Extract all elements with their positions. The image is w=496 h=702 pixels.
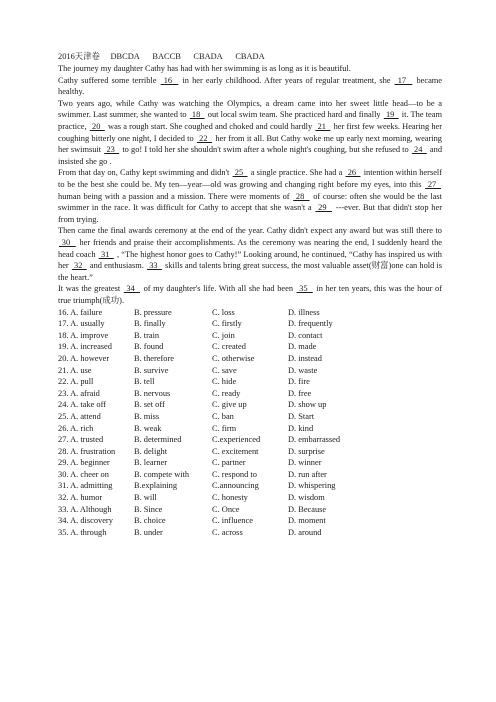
option-a: 33. A. Although (58, 504, 112, 514)
option-b: B. choice (134, 516, 166, 526)
option-c: C. give up (212, 400, 247, 410)
option-a: 25. A. attend (58, 411, 101, 421)
option-c: C. across (212, 527, 243, 537)
option-d: D. show up (288, 400, 327, 410)
option-a: 32. A. humor (58, 493, 103, 503)
blank-18: 18 (189, 110, 205, 120)
option-d: D. waste (288, 365, 318, 375)
passage-paragraph (58, 225, 442, 283)
option-c: C. join (212, 330, 235, 340)
passage-paragraph (58, 167, 442, 225)
option-d: D. illness (288, 307, 320, 317)
question-options-row (58, 318, 442, 330)
blank-20: 20 (89, 122, 105, 132)
blank-27: 27 (425, 180, 442, 190)
option-d: D. winner (288, 458, 322, 468)
option-d: D. contact (288, 330, 323, 340)
blank-26: 26 (345, 168, 361, 178)
option-d: D. instead (288, 353, 322, 363)
option-a: 29. A. beginner (58, 458, 110, 468)
blank-17: 17 (394, 75, 413, 85)
passage-text: to go! I told her she shouldn't swim after a whole night's coughing, but she refused to (120, 145, 411, 155)
exam-title: 2016天津卷 (58, 52, 100, 61)
option-c: C.experienced (212, 435, 261, 445)
option-a: 17. A. usually (58, 319, 105, 329)
question-options-row (58, 469, 442, 481)
passage-text: her first few weeks. Hearing her coughing bitterly one night, I decided to (58, 122, 443, 143)
option-d: D. fire (288, 377, 310, 387)
question-options-row (58, 341, 442, 353)
passage-text: Two years ago, while Cathy was watching the Olympics, a dream came into her sweet little head—to be a swimmer. Last summer, she wanted to (58, 98, 442, 120)
blank-34: 34 (123, 284, 140, 294)
passage-text: of my daughter's life. With all she had been (140, 284, 296, 294)
passage-text: and insisted she go . (58, 145, 443, 166)
question-options-row (58, 353, 442, 365)
passage-text: out local swim team. She practiced hard and finally (205, 110, 383, 120)
passage-text: It was the greatest (58, 284, 123, 294)
blank-24: 24 (411, 145, 427, 155)
passage-paragraph (58, 283, 442, 306)
option-a: 16. A. failure (58, 307, 103, 317)
option-c: C. Once (212, 504, 240, 514)
passage-text: a single practice. She had a (248, 168, 345, 178)
passage-text: The journey my daughter Cathy has had with her swimming is as long as it is beautiful. (58, 64, 351, 74)
option-a: 19. A. increased (58, 342, 112, 352)
option-c: C. ready (212, 388, 241, 398)
option-c: C. loss (212, 307, 235, 317)
option-b: B. delight (134, 446, 168, 456)
option-d: D. surprise (288, 446, 325, 456)
option-a: 23. A. afraid (58, 388, 100, 398)
blank-28: 28 (293, 191, 310, 201)
option-d: D. made (288, 342, 317, 352)
passage-text: intention within herself to be the best she could be. My ten—year—old was growing and changing right before my eyes, into this (58, 168, 443, 190)
question-options-row (58, 480, 442, 492)
passage-text: Cathy suffered some terrible (58, 75, 160, 85)
option-c: C. honesty (212, 493, 248, 503)
option-b: B.explaining (134, 481, 178, 491)
blank-25: 25 (232, 168, 248, 178)
option-a: 28. A. frustration (58, 446, 116, 456)
passage-text: her from it all. But Cathy woke me up early next morning, wearing her swimsuit (58, 133, 442, 155)
option-d: D. kind (288, 423, 314, 433)
blank-29: 29 (315, 203, 333, 213)
passage-text: ---ever. But that didn't stop her from trying. (58, 203, 443, 224)
question-options-row (58, 434, 442, 446)
option-a: 24. A. take off (58, 400, 106, 410)
option-b: B. miss (134, 411, 160, 421)
passage-text: became healthy. (58, 75, 443, 97)
blank-31: 31 (98, 249, 114, 259)
passage-paragraph (58, 98, 442, 168)
option-a: 35. A. through (58, 527, 107, 537)
passage-text: , “The highest honor goes to Cathy!” Looking around, he continued, “Cathy has inspired us with her (58, 249, 442, 271)
option-b: B. pressure (134, 307, 172, 317)
passage-text: of course: often she would be the last swimmer in the race. It was difficult for Cathy to accept that she wasn't a (58, 191, 442, 213)
option-d: D. embarrassed (288, 435, 341, 445)
option-b: B. survive (134, 365, 169, 375)
option-b: B. found (134, 342, 164, 352)
question-options-row (58, 365, 442, 377)
passage-text: her friends and praise their accomplishments. As the ceremony was nearing the end, I suddenly heard the head coach (58, 238, 442, 259)
blank-32: 32 (71, 261, 87, 271)
question-options-row (58, 515, 442, 527)
passage-text: was a rough start. She coughed and choked and could hardly (105, 122, 315, 132)
passage-text: in her early childhood. After years of regular treatment, she (179, 75, 394, 85)
option-d: D. moment (288, 516, 326, 526)
passage (58, 63, 442, 306)
option-c: C. save (212, 365, 237, 375)
option-d: D. whispering (288, 481, 336, 491)
option-b: B. set off (134, 400, 165, 410)
question-options-row (58, 399, 442, 411)
passage-text: it. The team practice, (58, 110, 443, 132)
question-options-row (58, 457, 442, 469)
option-b: B. train (134, 330, 160, 340)
blank-30: 30 (59, 238, 76, 247)
option-c: C. respond to (212, 469, 257, 479)
blank-33: 33 (147, 261, 162, 271)
option-c: C.announcing (212, 481, 259, 491)
question-options-row (58, 330, 442, 342)
option-d: D. run after (288, 469, 327, 479)
option-b: B. finally (134, 319, 166, 329)
option-c: C. firstly (212, 319, 242, 329)
option-c: C. influence (212, 516, 253, 526)
blank-23: 23 (104, 145, 120, 155)
question-options-row (58, 388, 442, 400)
option-c: C. excitement (212, 446, 259, 456)
blank-22: 22 (196, 133, 213, 143)
blank-35: 35 (296, 284, 313, 294)
option-c: C. firm (212, 423, 237, 433)
passage-text: in her ten years, this was the hour of true triumph(成功). (58, 284, 443, 305)
answer-key-2: BACCB (152, 52, 181, 61)
question-options-row (58, 446, 442, 458)
option-b: B. tell (134, 377, 155, 387)
question-options-row (58, 504, 442, 516)
answer-key-3: CBADA (193, 52, 223, 61)
option-a: 22. A. pull (58, 377, 94, 387)
passage-text: human being with a passion and a mission. There were moments of (58, 191, 293, 201)
passage-paragraph (58, 75, 442, 98)
answer-options (58, 307, 442, 539)
option-b: B. determined (134, 435, 182, 445)
question-options-row (58, 411, 442, 423)
option-a: 20. A. however (58, 353, 110, 363)
option-d: D. frequently (288, 319, 333, 329)
passage-text: From that day on, Cathy kept swimming and didn't (58, 168, 232, 178)
option-b: B. therefore (134, 353, 174, 363)
question-options-row (58, 527, 442, 539)
answer-key-header (58, 51, 442, 63)
option-a: 31. A. admitting (58, 481, 113, 491)
question-options-row (58, 492, 442, 504)
question-options-row (58, 423, 442, 435)
blank-19: 19 (383, 110, 399, 120)
passage-text: Then came the final awards ceremony at the end of the year. Cathy didn't expect any award but was still there to (58, 226, 442, 236)
passage-text: and enthusiasm. (87, 261, 147, 271)
option-c: C. ban (212, 411, 234, 421)
option-c: C. otherwise (212, 353, 255, 363)
option-d: D. wisdom (288, 493, 325, 503)
option-b: B. weak (134, 423, 162, 433)
option-c: C. hide (212, 377, 237, 387)
option-b: B. nervous (134, 388, 171, 398)
passage-text: skills and talents bring great success, the most valuable asset(财富)one can hold is the heart.” (58, 261, 443, 282)
option-a: 26. A. rich (58, 423, 94, 433)
passage-paragraph (58, 63, 442, 75)
option-d: D. Start (288, 411, 315, 421)
blank-16: 16 (160, 75, 179, 85)
option-b: B. compete with (134, 469, 190, 479)
question-options-row (58, 376, 442, 388)
exam-document (58, 51, 442, 538)
question-options-row (58, 307, 442, 319)
option-b: B. learner (134, 458, 168, 468)
option-a: 21. A. use (58, 365, 92, 375)
answer-key-1: DBCDA (110, 52, 140, 61)
option-b: B. will (134, 493, 157, 503)
option-a: 27. A. trusted (58, 435, 104, 445)
option-b: B. Since (134, 504, 163, 514)
option-a: 30. A. cheer on (58, 469, 109, 479)
option-b: B. under (134, 527, 163, 537)
option-a: 34. A. discovery (58, 516, 113, 526)
option-d: D. Because (288, 504, 327, 514)
option-c: C. created (212, 342, 246, 352)
option-c: C. partner (212, 458, 246, 468)
answer-key-4: CBADA (235, 52, 265, 61)
option-d: D. around (288, 527, 322, 537)
blank-21: 21 (315, 122, 331, 132)
option-d: D. free (288, 388, 312, 398)
option-a: 18. A. improve (58, 330, 109, 340)
